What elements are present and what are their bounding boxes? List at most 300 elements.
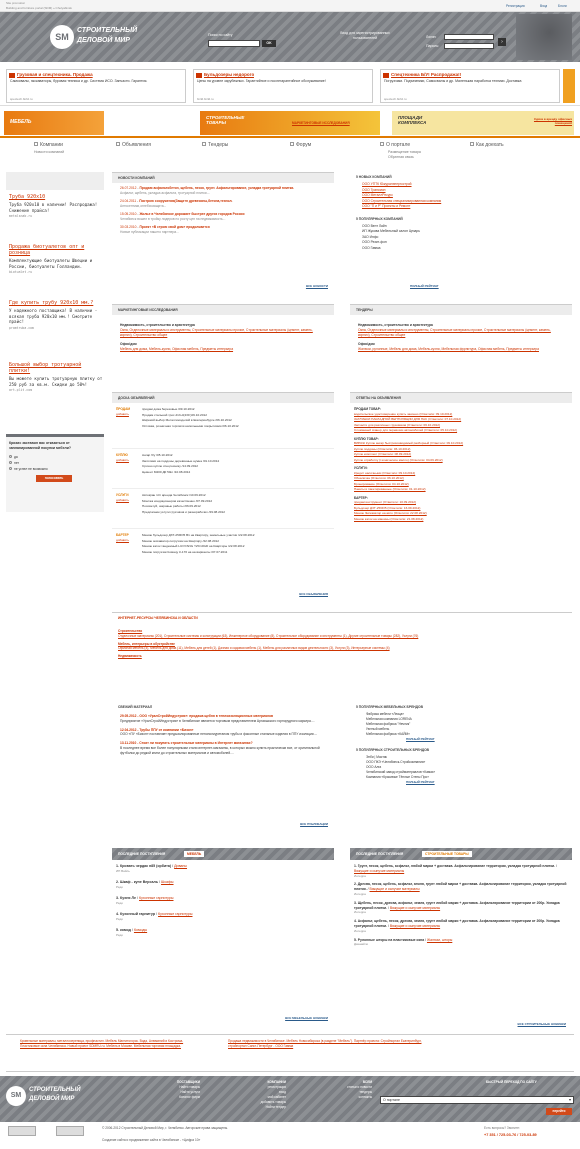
company-link[interactable]: ООО Гамма [362, 245, 381, 250]
banner-2-title[interactable]: Бульдозеры недорого [204, 72, 255, 77]
resource-cat[interactable]: Строительство [118, 629, 143, 633]
latest-item-name[interactable]: 1. Кровать чердак н85 (орбита) [116, 864, 172, 868]
company-link[interactable]: ООО Резит-фон [362, 240, 387, 244]
all-ads-link[interactable]: ВСЕ ОБЪЯВЛЕНИЯ [299, 592, 328, 596]
news-text: Антисептики,огнебиозащита... [120, 204, 167, 208]
quick-nav-go-button[interactable]: перейти [546, 1108, 572, 1115]
new-companies-title: 5 НОВЫХ КОМПАНИЙ [350, 172, 572, 182]
all-building-new-link[interactable]: ВСЕ СТРОИТЕЛЬНЫЕ НОВИНКИ [517, 1022, 566, 1026]
nav-companies[interactable] [34, 142, 64, 154]
latest-item[interactable]: 1. Грунт, песок, щебень, асфальт, любой марки + доставка. Асфальтирование территории, укладка тротуарной плитки. / Вяжущие и сыпучие материалы Интерра [354, 864, 568, 878]
register-link[interactable]: Регистрация [506, 4, 525, 8]
banner-1-text: Самосвалы, экскаваторы, буровая техника и др. Система ИСО. Запчасти. Гарантия. [10, 79, 148, 83]
banner-1-icon [9, 73, 15, 78]
footer-logo-line1: СТРОИТЕЛЬНЫЙ [29, 1087, 81, 1093]
resource-links[interactable]: Отделочные материалы (201), Строительные системы и конструкции (63), Инженерное оборудование (8), Строительное оборудование и инструменты (1), Другие строительные товары (282), Услуги (76) [118, 633, 419, 638]
news-headline[interactable]: Жилье в Челябинске дорожает быстрее других городов России [139, 212, 245, 216]
latest-item-vendor: Радо [116, 885, 123, 889]
banner-3-url[interactable]: spectech.bizld.ru [384, 97, 407, 101]
brand-link[interactable]: Энби | Мастик [366, 755, 387, 759]
board-item[interactable]: Меняю экскаватор-погрузчик на Квартиру /22.08.2012 [142, 538, 219, 543]
answers-block [350, 392, 572, 596]
brand-link[interactable]: ООО ПКЭ «Челябинск-Стройкомпания» [366, 760, 426, 764]
sidebar-ad-1-body: Труба 920х10 в наличии! Распродажа! Снижение прайса! [9, 202, 98, 213]
password-input[interactable] [444, 43, 494, 49]
brand-link[interactable]: Мебельная фабрика "Нечник" [366, 722, 411, 726]
latest-item-vendor: ИП Вайль [116, 869, 130, 873]
full-rating-link[interactable]: ПОЛНЫЙ РЕЙТИНГ [410, 284, 439, 288]
news-block [112, 172, 334, 290]
nav-about[interactable] [380, 142, 421, 159]
board-add-link[interactable]: добавить [116, 498, 129, 502]
board-add-link[interactable]: добавить [116, 458, 129, 462]
footer-link[interactable]: добавить товары [260, 1100, 286, 1104]
tab-furniture[interactable] [4, 111, 104, 135]
answer-item[interactable]: водительское удостоверение купить законно (Ответили: 09.10.2012) [354, 411, 453, 416]
search-input[interactable] [208, 40, 260, 47]
latest-item[interactable]: 1. Кровать чердак н85 (орбита) / Диваны ИП Вайль [116, 864, 330, 874]
latest-item-cat[interactable]: Кухонные гарнитуры [158, 912, 193, 916]
sidebar-ad-2-url[interactable]: biotualet.ru [9, 270, 33, 274]
password-label: Пароль: [426, 44, 440, 48]
nav-directions[interactable] [470, 142, 504, 148]
site-logo[interactable] [50, 25, 154, 49]
latest-item-vendor: Интерра [354, 891, 366, 896]
news-headline[interactable]: Построю сооружения(Защитн древесины,бетона,технол. [139, 199, 233, 203]
marketing-cat2-title: Офис/дом [120, 342, 137, 347]
answers-group-label: ПРОДАМ ТОВАР: [354, 407, 381, 411]
fresh-headline[interactable]: 29.05.2012 - ООО «УралСтройИндустрия»: продажа щебня в теплоизоляционных материалов [120, 714, 274, 718]
brand-link[interactable]: Мебельная компания LORENA [366, 717, 412, 721]
footer-link[interactable]: тендеры [359, 1090, 372, 1094]
company-link[interactable]: ИП Жукова Мебельный салон Цезарь [362, 229, 420, 233]
brand-link[interactable]: Уютный мебель [366, 727, 390, 731]
latest-item-name[interactable]: 2. Шкаф - купе Версаль [116, 880, 159, 884]
sidebar-ad-1-title[interactable]: Труба 920х10 [9, 194, 46, 200]
latest-building-title: ПОСЛЕДНИЕ ПОСТУПЛЕНИЯ [356, 852, 404, 856]
board-tag: БАРТЕР [116, 533, 129, 537]
answer-item[interactable]: Меняю Экскаватор на авто (Ответили: 22.08.2012) [354, 511, 427, 516]
board-item[interactable]: Монтаж кондиционеров качественно /07.09.2012 [142, 498, 213, 503]
login-input[interactable] [444, 34, 494, 40]
footer-col-title: КОМПАНИИ [267, 1080, 286, 1084]
nav-forum[interactable] [290, 142, 311, 148]
sidebar-ad-4-body: Вы можете купить тротуарную плитку от 250 руб за кв.м. Скидки до 50%! [9, 376, 103, 387]
answer-item[interactable]: Пакеты и пакетированные (Ответили: 01.10.2012) [354, 487, 426, 492]
fresh-text: Предприятие «УралСтройИндустрия» в Челябинске является торговым представителем Аргаяшского горнорудного карьера.... [120, 718, 315, 723]
footer-link[interactable]: контакты [358, 1095, 372, 1099]
news-date: 15.05.2010 [120, 212, 137, 216]
tab-building[interactable] [200, 111, 380, 135]
all-news-link[interactable]: ВСЕ НОВОСТИ [305, 284, 328, 288]
latest-item-cat[interactable]: Вяжущие и сыпучие материалы [354, 868, 405, 873]
latest-item-cat[interactable]: Вяжущие и сыпучие материалы [389, 905, 441, 910]
sidebar-ad-3-title[interactable]: Где купить трубу 920х10 мм.? [9, 300, 94, 306]
latest-item-name[interactable]: 2. Дресва, песок, щебень, асфальт, земля, грунт любой марки + доставка. Асфальтирование территории, укладка тротуарной плитки. [354, 882, 567, 892]
latest-item-vendor: Джанайло [354, 942, 369, 947]
nav-about-sub2[interactable]: Обратная связь [388, 155, 414, 159]
latest-item-cat[interactable]: Шкафы [161, 880, 174, 884]
footer-link[interactable]: мой кабинет [267, 1095, 286, 1099]
news-date: 26.07.2012 [120, 186, 137, 190]
banner-3-icon [383, 73, 389, 78]
resource-links[interactable]: Офисная мебель (4), Мебель для дома (11), Мебель для детей (1), Дачная и садовая мебель (1), Мебель для различных видов деятельности (3), Услуги (3), Интерьерные системы (4) [118, 646, 390, 651]
news-text: Асфальт, щебень, укладка асфальта, тротуарной плитки.... [120, 191, 211, 195]
fresh-item[interactable] [120, 714, 326, 724]
logo-line2: ДЕЛОВОЙ МИР [77, 37, 130, 44]
top-left-path: Building and furniture portal (SDM) » Chelyabinsk [6, 6, 72, 10]
nav-directions-label: Как доехать [476, 142, 504, 148]
poll-question: Кризис заставил вас отказаться от запланированной покупки мебели? [9, 441, 72, 450]
nav-ads[interactable] [116, 142, 151, 148]
fresh-item[interactable] [120, 741, 326, 755]
news-item[interactable]: 30.03.2010 - Проект «В строю свой дом» продолжается Новые публикации нашего партнера... [120, 225, 326, 235]
brand-link[interactable]: Челябинский завод стройматериалов «Камаз» [366, 770, 436, 774]
news-headline[interactable]: Проект «В строю свой дом» продолжается [139, 225, 210, 229]
phone-label: Есть вопросы? Звоните: [484, 1126, 520, 1130]
tenders-block [350, 304, 572, 374]
footer-link[interactable]: регистрация [267, 1085, 286, 1089]
nav-tenders-icon [202, 142, 206, 146]
board-block [112, 392, 334, 596]
latest-item-name[interactable]: 5. комод [116, 928, 131, 932]
board-add-link[interactable]: добавить [116, 412, 129, 416]
latest-item[interactable]: 5. Рулонные шторы на пластиковые окна / Жалюзи, шторы Джанайло [354, 938, 568, 948]
latest-item-cat[interactable]: Диваны [174, 864, 188, 868]
company-link[interactable]: ООО Вент Лайн [362, 223, 387, 228]
nav-forum-icon [290, 142, 294, 146]
partners-right[interactable]: Продажа недвижимости в Челябинске. Мебель Новосибирска (в разделе "Мебель"). Партнёр проекта: Стройпортал Екатеринбург, стройпортал Санкт-Петербург - ООО Гамма [228, 1039, 422, 1048]
footer-logo-line2: ДЕЛОВОЙ МИР [29, 1096, 75, 1102]
search-button[interactable]: OK [262, 40, 276, 47]
tenders-cat-links[interactable]: Окна, Отделочные материалы и инструменты, Строительные материалы прочие, Строительные материалы (цемент, камень, кирпич), Строительство общее [358, 327, 551, 337]
brand-link[interactable]: Компания «Красивые Тёплые Стены Про» [366, 775, 429, 779]
banner-3[interactable] [380, 69, 560, 103]
board-item[interactable]: Цемент М400 Д0 50кг /10.08.2012 [142, 469, 191, 474]
radio-icon[interactable] [9, 455, 12, 458]
sidebar-ad-2[interactable] [9, 244, 103, 274]
answer-item[interactable]: продам инструмент (Ответили: 10.09.2012) [354, 500, 416, 505]
latest-item[interactable]: 2. Шкаф - купе Версаль / Шкафы Радо [116, 880, 330, 890]
tenders-cat2-links[interactable]: Жалюзи, рулонные, Мебель для дома, Мебель-кухни, Мебельная фурнитура, Офисная мебель, Предметы интерьера [358, 347, 539, 352]
answer-item[interactable]: Запчасти для различных грузовиков (Ответили: 06.10.2012) [354, 422, 441, 427]
answer-item[interactable]: Кредит наличными (Ответили: 09.10.2012) [354, 470, 416, 475]
board-group-buy [112, 453, 334, 489]
poll-option-other-label: не успел не возможно [14, 467, 48, 471]
news-item[interactable]: 15.05.2010 - Жилье в Челябинске дорожает быстрее других городов России Челябинск вошел в тройку лидеров по росту цен на недвижимость... [120, 212, 326, 222]
sidebar-ad-4-url[interactable]: art-plit.com [9, 388, 33, 392]
news-date: 24.04.2011 [120, 199, 137, 203]
answer-item[interactable]: ВИРАЖ Куплю ангар быстровозводимый разборный (Ответили: 09.10.2012) [354, 441, 464, 446]
tab-rent-label[interactable]: Сдача в аренду офисных помещений [533, 117, 572, 125]
poll-vote-button[interactable]: голосовать [36, 475, 72, 482]
latest-item-cat[interactable]: Вяжущие и сыпучие материалы [389, 923, 441, 928]
sidebar-ad-4-title[interactable]: Большой выбор тротуарной плитки! [9, 362, 82, 374]
logo-mark-icon: SM [50, 25, 74, 49]
fresh-text: В последнее время все более популярными стали интернет-магазины, в которых можно купить практически все, от оригинальной футболки до редкой книги до строительных материалов и автомобилей.... [120, 745, 320, 755]
fresh-headline[interactable]: 12.04.2012 - Трубы ППУ от компании «Бизон» [120, 727, 194, 732]
news-date: 30.03.2010 [120, 225, 137, 229]
tab-furniture-label: МЕБЕЛЬ [10, 119, 32, 125]
sidebar-ad-2-title[interactable]: Продажа биотуалетов опт и розница [9, 244, 85, 256]
nav-ads-icon [116, 142, 120, 146]
company-link[interactable]: ООО МеталлРесурс [362, 193, 393, 197]
answer-item[interactable]: Куплю комплект (Ответили: 08.09.2012) [354, 452, 412, 457]
latest-item[interactable]: 2. Дресва, песок, щебень, асфальт, земля, грунт любой марки + доставка. Асфальтирование территории, укладка тротуарной плитки. / Вяжущие и сыпучие материалы Интерра [354, 882, 567, 896]
answer-item[interactable]: Куплю отработку (техническое масло) (Ответили: 04.09.2012) [354, 457, 443, 462]
company-link[interactable]: ЗАО Инфо [362, 234, 379, 239]
banner-3-text: Погрузчики. Подъемники, Самосвалы и др. Маленькая наработка техники. Доставка [384, 79, 522, 83]
tab-building-label: СТРОИТЕЛЬНЫЕ ТОВАРЫ [206, 115, 245, 125]
poll-option-other[interactable] [9, 466, 104, 472]
brand-link[interactable]: ООО Алга [366, 765, 382, 769]
banner-1[interactable] [6, 69, 186, 103]
answer-item[interactable]: Бронирование (Ответили: 04.10.2012) [354, 481, 409, 486]
footer-link[interactable]: Найти тендер [265, 1105, 286, 1109]
company-link[interactable]: ООО УПТК Южуралэнергострой [362, 182, 412, 186]
latest-item-vendor: Интерра [354, 873, 366, 878]
marketing-cat2-links[interactable]: Мебель для дома, Мебель-кухни, Офисная мебель, Предметы интерьера [120, 347, 234, 352]
nav-companies-sub[interactable]: Новости компаний [34, 150, 65, 154]
brand-link[interactable]: Мебельная фабрика «КАЙМ» [366, 732, 410, 736]
board-item[interactable]: Автокран 14т аренда Челябинск /10.09.2012 [142, 493, 206, 497]
answer-item[interactable]: Куплю поддоны (Ответили: 06.10.2012) [354, 446, 411, 451]
board-tag: КУПЛЮ [116, 453, 128, 457]
main-nav [0, 140, 580, 166]
banner-3-title[interactable]: Спецтехника Б/У! Распродажа!! [391, 72, 462, 77]
board-item[interactable]: Заготовки на поддоны деревянные нужна /01.10.2012 [142, 458, 220, 463]
all-furniture-new-link[interactable]: ВСЕ МЕБЕЛЬНЫЕ НОВИНКИ [285, 1016, 328, 1020]
board-item[interactable]: продам дома березовые /09.10.2012 [142, 407, 195, 411]
worker-image [516, 14, 572, 60]
phone-number: +7 351 / 725-03-76 / 725-03-89 [484, 1133, 537, 1137]
brands-block [350, 702, 572, 826]
company-link[interactable]: ООО "П и Р" Проекты и Ремонт [362, 204, 411, 208]
search-label: Поиск по сайту [208, 33, 233, 37]
banner-1-title[interactable]: Грузовая и спецтехника. Продажа [17, 72, 93, 77]
furniture-brands-title: 5 ПОПУЛЯРНЫХ МЕБЕЛЬНЫХ БРЕНДОВ [350, 702, 572, 712]
board-group-sell [112, 407, 334, 449]
board-item[interactable]: Срочно куплю спецтехнику /14.09.2012 [142, 464, 198, 468]
poll-box [6, 434, 104, 512]
nav-companies-icon [34, 142, 38, 146]
latest-item-cat[interactable]: Комоды [133, 928, 148, 932]
answers-group-label: БАРТЕР: [354, 495, 368, 500]
building-rating-link[interactable]: ПОЛНЫЙ РЕЙТИНГ [406, 780, 435, 784]
latest-item-cat[interactable]: Вяжущие и сыпучие материалы [369, 887, 420, 892]
sidebar-ad-1[interactable] [9, 194, 103, 218]
board-item[interactable]: Меняю погрузчик Комацу К-170 на на варианты /07.07.2011 [142, 549, 228, 554]
footer-link[interactable]: вход [279, 1090, 286, 1094]
board-add-link[interactable]: добавить [116, 538, 129, 542]
latest-item-vendor: Интерра [354, 928, 366, 933]
latest-item-name[interactable]: 3. Щебень, песок, дресва, асфальт, земля, грунт любой марки + доставка. Асфальтирование территории от 200р. Укладка тротуарной плитки. [354, 900, 560, 910]
latest-item-vendor: Радо [116, 917, 123, 921]
banner-2[interactable] [193, 69, 373, 103]
nav-tenders[interactable] [202, 142, 228, 148]
all-publications-link[interactable]: ВСЕ ПУБЛИКАЦИИ [300, 822, 328, 826]
latest-item-cat[interactable]: Кухонные гарнитуры [139, 896, 174, 900]
latest-furniture-block [112, 848, 334, 1028]
latest-item-vendor: Радо [116, 901, 123, 905]
latest-item[interactable]: 4. Кухонный гарнитур / Кухонные гарнитуры Радо [116, 912, 330, 922]
news-title: НОВОСТИ КОМПАНИЙ [112, 172, 334, 183]
latest-item[interactable]: 4. Асфальт, щебень, песок, дресва, земля, грунт любой марки + доставка. Асфальтирование территории от 200р. Укладка тротуарной плитки. / Вяжущие и сыпучие материалы Интерра [354, 919, 568, 933]
latest-item-name[interactable]: 4. Кухонный гарнитур [116, 912, 156, 916]
nav-forum-label: Форум [296, 142, 312, 148]
news-item[interactable]: 26.07.2012 - Продаю асфальтобетон, щебень, песок, грунт. Асфальтирование, укладка тротуарной плитки. Асфальт, щебень, укладка асфальта, тротуарной плитки.... [120, 186, 326, 196]
sidebar-ad-3[interactable] [9, 300, 103, 330]
answer-item[interactable]: Обналичка (Ответили: 06.10.2012) [354, 476, 404, 481]
footer-link[interactable]: статьи и новости [347, 1085, 372, 1089]
latest-furniture-header [112, 848, 334, 860]
banner-side-tab[interactable] [563, 69, 575, 103]
nav-about-icon [380, 142, 384, 146]
logo-line1: СТРОИТЕЛЬНЫЙ [77, 27, 138, 34]
news-text: Новые публикации нашего партнера... [120, 230, 179, 234]
marketing-cat-title: Недвижимость, строительство и архитектура [120, 323, 195, 327]
copyright: © 2006-2012 Строительный Деловой Мир, г. Челябинск. Авторские права защищены. [102, 1126, 229, 1130]
poll-option-yes-label: да [14, 455, 18, 459]
login-submit-icon[interactable]: › [498, 38, 506, 46]
sidebar-ad-1-url[interactable]: metalsnab.ru [9, 214, 33, 218]
tab-research-label[interactable]: МАРКЕТИНГОВЫЕ ИССЛЕДОВАНИЯ [292, 121, 350, 125]
furniture-rating-link[interactable]: ПОЛНЫЙ РЕЙТИНГ [406, 737, 435, 741]
latest-item-name[interactable]: 1. Грунт, песок, щебень, асфальт, любой марки + доставка. Асфальтирование территории, укладка тротуарной плитки. [354, 864, 556, 868]
latest-furniture-tab[interactable]: МЕБЕЛЬ [184, 851, 204, 857]
bottom-bar [0, 1122, 580, 1149]
quick-nav-select-value: О портале [383, 1098, 400, 1102]
fresh-headline[interactable]: 13.11.2010 - Стоит ли покупать строительные материалы в Интернет магазинах? [120, 741, 253, 746]
footer-col-suppliers [140, 1080, 200, 1100]
latest-item[interactable]: 3. Кухня Ле / Кухонные гарнитуры Радо [116, 896, 330, 906]
fresh-item[interactable] [120, 728, 326, 738]
footer-link[interactable]: Каталог фирм [179, 1095, 200, 1099]
nav-companies-label: Компании [40, 142, 63, 148]
tab-complex[interactable] [392, 111, 574, 135]
quick-nav-title: БЫСТРЫЙ ПЕРЕХОД ПО САЙТУ [486, 1080, 537, 1084]
popular-companies-title: 5 ПОПУЛЯРНЫХ КОМПАНИЙ [350, 214, 572, 224]
nav-about-label: О портале [386, 142, 411, 148]
latest-item-name[interactable]: 4. Асфальт, щебень, песок, дресва, земля, грунт любой марки + доставка. Асфальтирование территории от 200р. Укладка тротуарной плитки. [354, 919, 560, 928]
fresh-block [112, 702, 334, 826]
blogs-link[interactable]: Блоги [558, 4, 567, 8]
answer-item[interactable]: Бульдозер Д3Т-25ЯО5 (Ответили: 16.09.2012) [354, 505, 421, 510]
footer-logo[interactable] [6, 1084, 116, 1108]
company-link[interactable]: ООО Трансмон [362, 187, 386, 192]
footer-link[interactable]: Найти услуги [180, 1090, 200, 1094]
partners-left[interactable]: Кровельные материалы, металлочерепица, профнастил. Мебель Магнитогорск. Вода, Алюминий и Кострома. Пластиковые окна Челябинска. Новый проект SDMRU.ru. Мебель в Москве. Мебельная торговая площадка. [20, 1039, 184, 1048]
answers-group-label: КУПЛЮ ТОВАР: [354, 436, 379, 441]
board-item[interactable]: Меняю каток тандемный LUOYANG YZC10GD на Квартиры /22.08.2012 [142, 544, 245, 548]
nav-directions-icon [470, 142, 474, 146]
board-item[interactable]: Продам стальной трос d13-d(430 )09.10.2012 [142, 412, 207, 417]
company-link[interactable]: ООО Строительная специализированная компания [362, 198, 442, 203]
latest-item[interactable]: 3. Щебень, песок, дресва, асфальт, земля, грунт любой марки + доставка. Асфальтирование территории от 200р. Укладка тротуарной плитки. / Вяжущие и сыпучие материалы Интерра [354, 901, 568, 915]
board-tag: ПРОДАМ [116, 407, 131, 411]
created-by[interactable]: Создание сайта и продвижение сайта в Челябинске - «Цифра 10» [102, 1138, 201, 1142]
counter-badge-2[interactable] [56, 1126, 84, 1136]
news-item[interactable]: 24.04.2011 - Построю сооружения(Защитн древесины,бетона,технол. Антисептики,огнебиозащита... [120, 199, 326, 209]
latest-item[interactable]: 5. комод / Комоды Радо [116, 928, 330, 938]
tenders-title: ТЕНДЕРЫ [350, 304, 572, 315]
board-item[interactable]: Широкий выбор Металлоизделий в Екатеринбурге /06.10.2012 [142, 418, 232, 422]
latest-item-name[interactable]: 3. Кухня Ле [116, 896, 137, 900]
news-text: Челябинск вошел в тройку лидеров по росту цен на недвижимость... [120, 217, 226, 221]
resources-title: ИНТЕРНЕТ-РЕСУРСЫ ЧЕЛЯБИНСКА И ОБЛАСТИ [112, 613, 572, 623]
news-headline[interactable]: Продаю асфальтобетон, щебень, песок, грунт. Асфальтирование, укладка тротуарной плитки. [139, 186, 295, 190]
latest-building-block [350, 848, 572, 1028]
board-item[interactable]: Предлагаем услуги грузчиков и разнорабочих /29.08.2012 [142, 509, 225, 514]
companies-block [350, 172, 572, 290]
answers-title: ОТВЕТЫ НА ОБЪЯВЛЕНИЯ [350, 392, 572, 403]
brand-link[interactable]: Фабрика мебели «Лекца» [366, 712, 405, 716]
sidebar-ad-4[interactable] [9, 362, 103, 392]
footer-col-title: ПОСТАВЩИКИ [176, 1080, 200, 1084]
tenders-cat2-title: Офис/дом [358, 342, 375, 347]
marketing-cat-links[interactable]: Окна, Отделочные материалы и инструменты, Строительные материалы прочие, Строительные материалы (цемент, камень, кирпич), Строительство общее [120, 327, 313, 337]
answer-item[interactable]: Меняю каток на машины (Ответили: 21.08.2012) [354, 516, 424, 521]
top-left-link[interactable]: Site promotion [6, 1, 26, 5]
latest-item-name[interactable]: 5. Рулонные шторы на пластиковые окна [354, 937, 425, 942]
latest-item-vendor: Интерра [354, 910, 366, 915]
banner-2-url[interactable]: bizld.bizld.ru [197, 97, 214, 101]
board-tag: УСЛУГИ [116, 493, 129, 497]
banner-1-url[interactable]: spectech.bizld.ru [10, 97, 33, 101]
board-title: ДОСКА ОБЪЯВЛЕНИЙ [112, 392, 334, 403]
answer-item[interactable]: Сломанный сканер для перевозки автомобилей (Ответили: 05.10.2012) [354, 428, 458, 433]
resource-cat[interactable]: Мебель, интерьеры в обустройстве [118, 641, 175, 646]
board-item[interactable]: Ангар б/у /05.10.2012 [142, 453, 173, 457]
counter-badge-1[interactable] [8, 1126, 36, 1136]
fresh-text: ООО «ПУ «Бизон» поставляет предызолированные пенополиуретаном трубы и фасонные стальные изделия в ППУ изоляции.... [120, 732, 318, 737]
latest-item-vendor: Радо [116, 933, 123, 937]
header [0, 12, 580, 62]
latest-building-tab[interactable]: СТРОИТЕЛЬНЫЕ ТОВАРЫ [422, 851, 472, 857]
sidebar-ad-3-url[interactable]: promtruba.com [9, 325, 34, 330]
resource-cat[interactable]: Недвижимость [118, 654, 142, 659]
latest-item-cat[interactable]: Жалюзи, шторы [426, 937, 453, 942]
banner-2-text: Цены на уровне зарубежных. Гарантийное и послегарантийное обслуживание! [197, 79, 326, 83]
top-strip [0, 0, 580, 12]
banner-2-icon [196, 73, 202, 78]
radio-icon[interactable] [9, 467, 12, 470]
board-item[interactable]: Оптовая, розничная торговля напольными покрытиями /06.10.2012 [142, 423, 239, 428]
footer [0, 1076, 580, 1122]
login-label: Логин: [426, 35, 437, 39]
board-item[interactable]: Меняю бульдозер Д3Т-25ЯО5 В1 на Квартиру, земельные участки /22.08.2012 [142, 533, 255, 537]
board-item[interactable]: Посоветуй, шаровые работы /06.09.2012 [142, 504, 201, 508]
marketing-title: МАРКЕТИНГОВЫЕ ИССЛЕДОВАНИЯ [112, 304, 334, 315]
radio-icon[interactable] [9, 461, 12, 464]
sidebar-ad-3-body: У надежного поставщика! В наличии - всякая труба 920х10 мм.! Смотрите прайс! [9, 308, 98, 324]
footer-link[interactable]: Найти товары [179, 1085, 200, 1089]
partners-strip [6, 1034, 574, 1072]
resources-block [112, 612, 572, 684]
login-link[interactable]: Вход [540, 4, 548, 8]
answers-group-label: УСЛУГИ: [354, 466, 368, 471]
answer-item[interactable]: ЗАГЛУШКИ НАКЛАДНОЙ ВЕНТИЛЯЦИИ ДЛЯ НАС (Ответили: 07.10.2012) [354, 417, 462, 422]
tenders-cat-title: Недвижимость, строительство и архитектура [358, 323, 433, 327]
sidebar-ad-header [6, 172, 104, 190]
nav-about-sub[interactable]: Размещение товара [388, 150, 421, 154]
board-group-barter [112, 533, 334, 577]
banner-row [0, 66, 580, 106]
login-title: Вход для зарегистрированных пользователей [340, 31, 390, 40]
building-brands-title: 5 ПОПУЛЯРНЫХ СТРОИТЕЛЬНЫХ БРЕНДОВ [350, 745, 572, 755]
chevron-down-icon: ▾ [568, 1097, 571, 1102]
quick-nav-select[interactable] [380, 1096, 574, 1104]
